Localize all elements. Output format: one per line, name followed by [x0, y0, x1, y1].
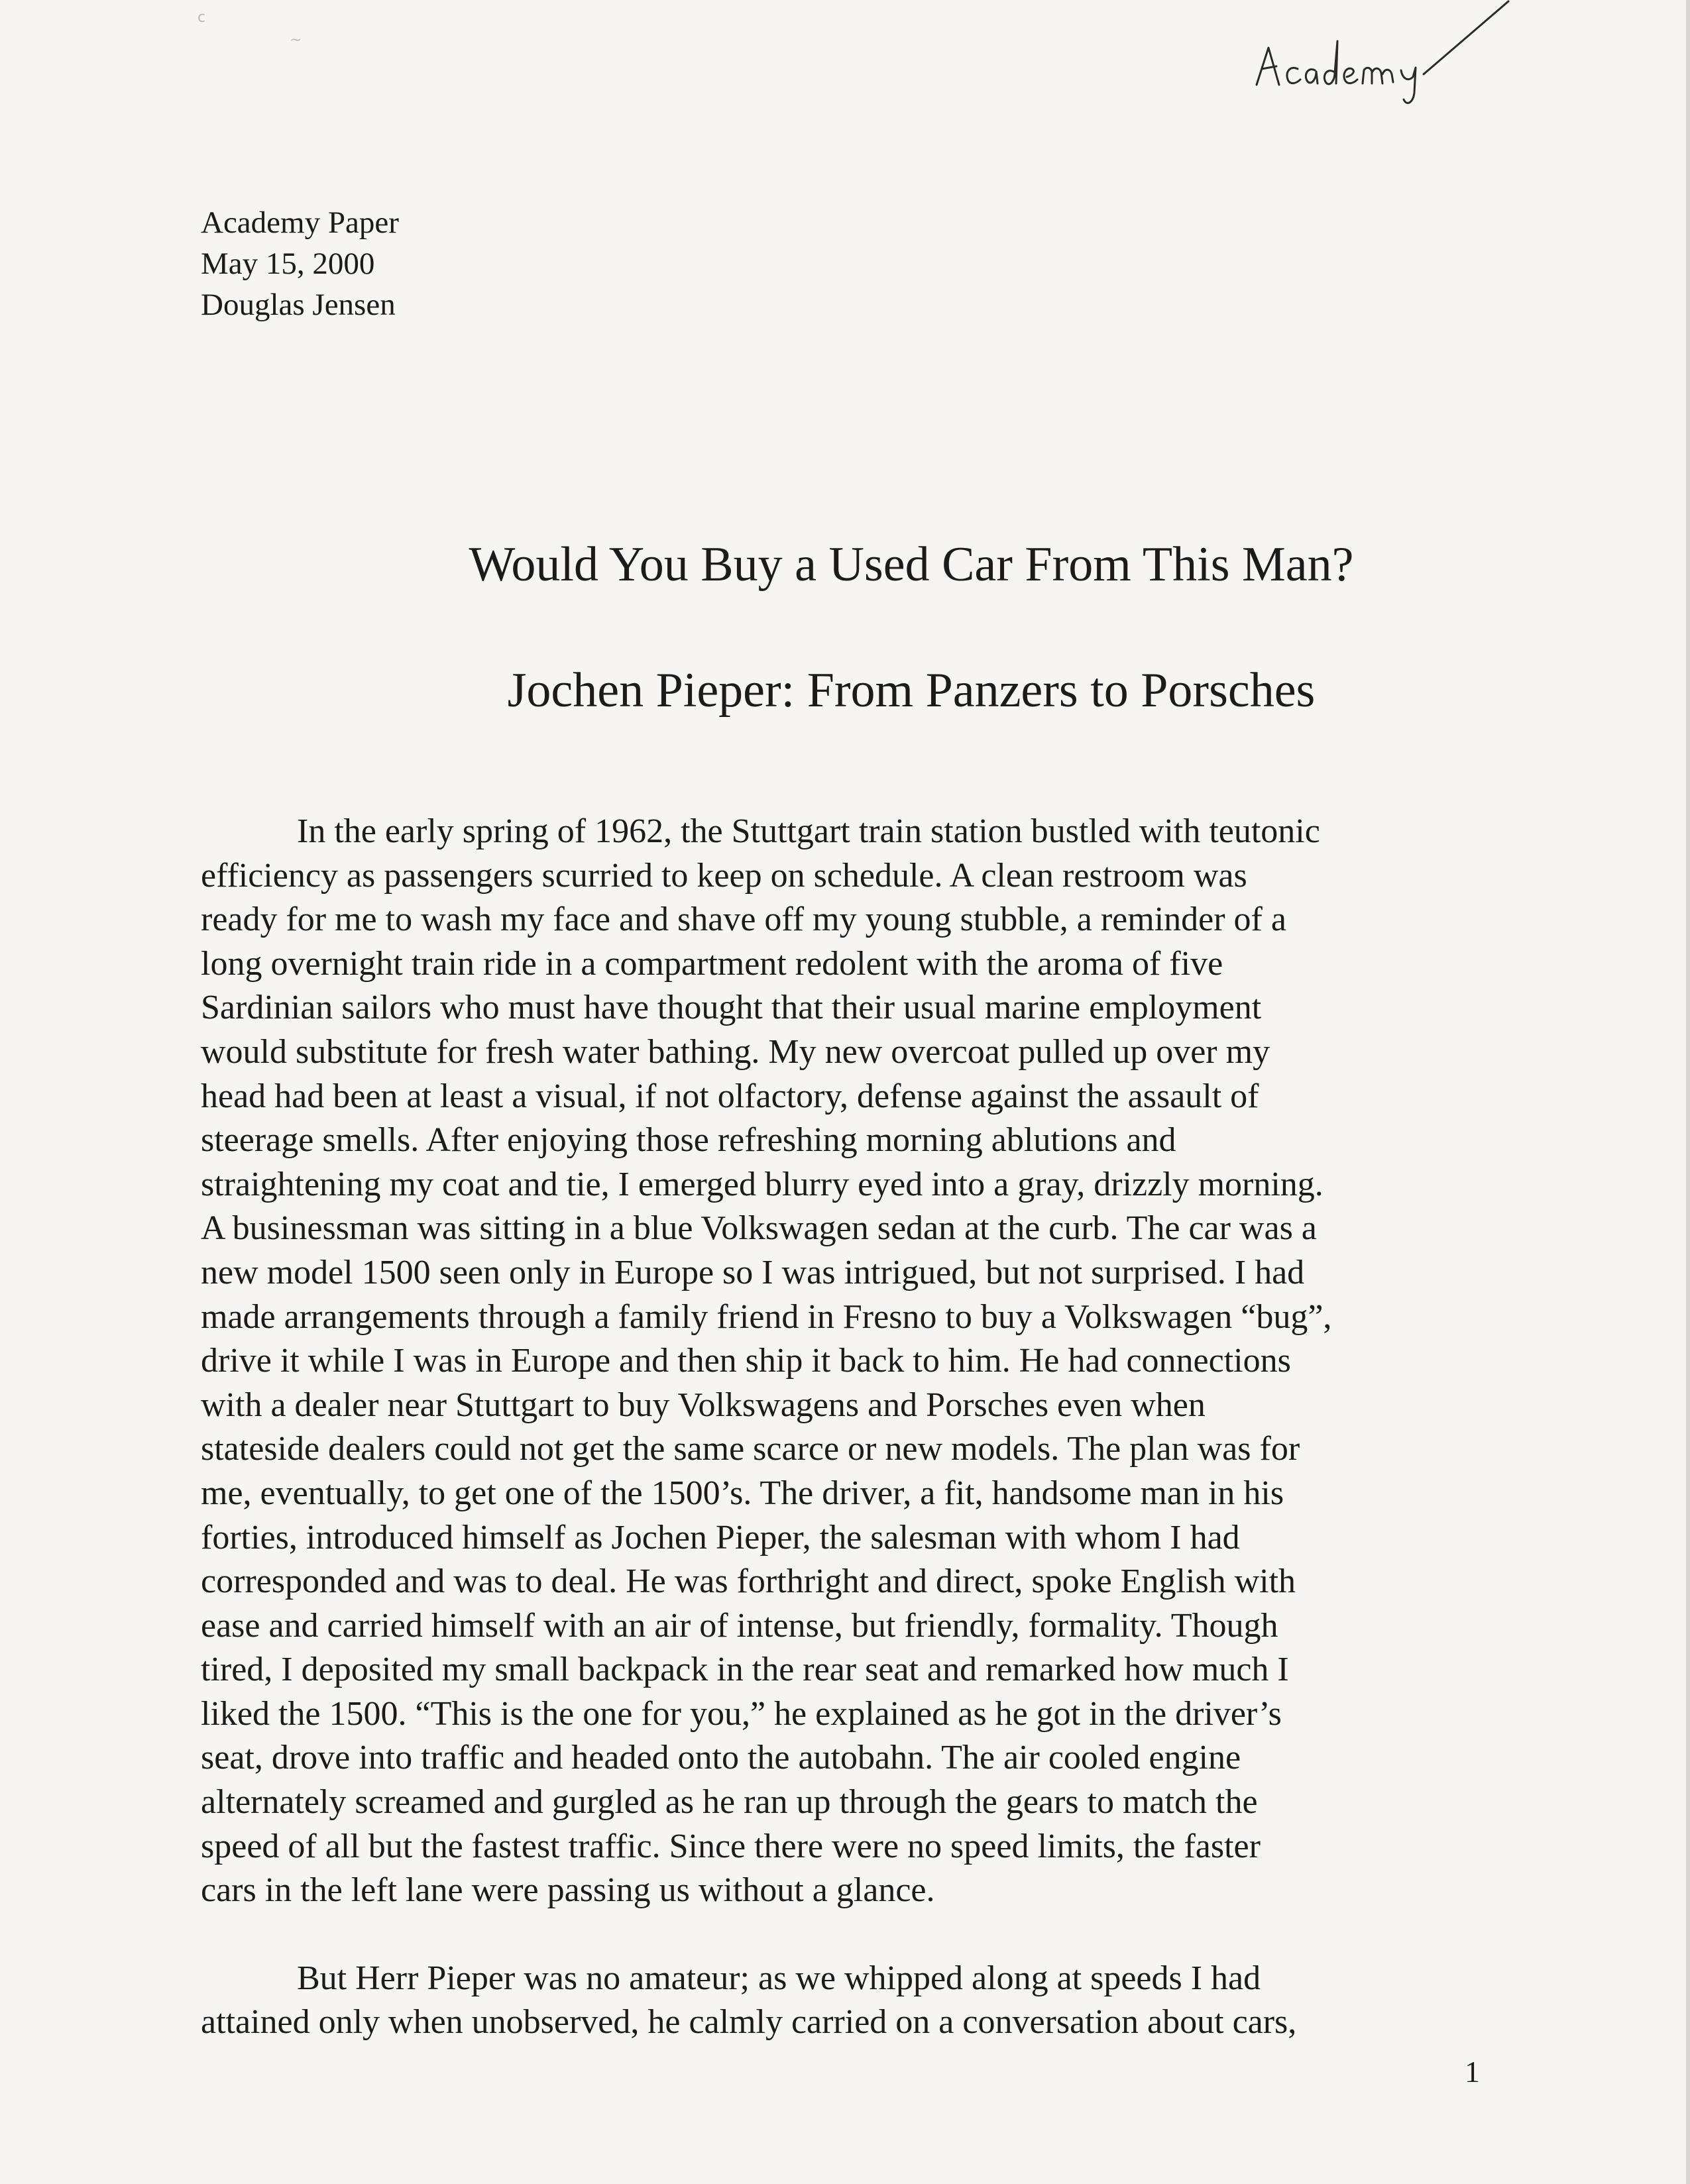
body-line: In the early spring of 1962, the Stuttgart train station bustled with teutonic: [297, 812, 1320, 850]
body-line: with a dealer near Stuttgart to buy Volkswagens and Porsches even when: [201, 1386, 1206, 1424]
body-text: [201, 810, 1467, 2045]
body-line: drive it while I was in Europe and then ship it back to him. He had connections: [201, 1342, 1291, 1380]
scan-artifact-mark: c: [197, 9, 206, 26]
body-line: liked the 1500. “This is the one for you,” he explained as he got in the driver’s: [201, 1694, 1282, 1733]
body-line: long overnight train ride in a compartment redolent with the aroma of five: [201, 944, 1223, 983]
handwritten-annotation: [1246, 0, 1511, 133]
body-line: speed of all but the fastest traffic. Since there were no speed limits, the faster: [201, 1827, 1261, 1865]
subtitle-text: Jochen Pieper: From Panzers to Porsches: [507, 663, 1316, 718]
paragraph-spacer: [201, 1913, 1467, 1957]
body-line: me, eventually, to get one of the 1500’s. The driver, a fit, handsome man in his: [201, 1474, 1284, 1512]
page-number: 1: [1465, 2055, 1480, 2089]
paragraph-2: [201, 1957, 1467, 2045]
subtitle: [0, 663, 1690, 719]
body-line: straightening my coat and tie, I emerged blurry eyed into a gray, drizzly morning.: [201, 1165, 1324, 1203]
body-line: tired, I deposited my small backpack in the rear seat and remarked how much I: [201, 1651, 1289, 1689]
body-line: made arrangements through a family friend in Fresno to buy a Volkswagen “bug”,: [201, 1297, 1332, 1336]
header-line-paper-type: Academy Paper: [201, 205, 399, 240]
body-line: steerage smells. After enjoying those refreshing morning ablutions and: [201, 1121, 1176, 1160]
body-line: stateside dealers could not get the same scarce or new models. The plan was for: [201, 1430, 1300, 1468]
handwritten-academy-scribble: [1246, 0, 1511, 133]
header-line-date: May 15, 2000: [201, 246, 375, 281]
body-line: Sardinian sailors who must have thought that their usual marine employment: [201, 989, 1262, 1027]
body-line: new model 1500 seen only in Europe so I was intrigued, but not surprised. I had: [201, 1253, 1305, 1291]
body-line: ready for me to wash my face and shave off my young stubble, a reminder of a: [201, 901, 1286, 939]
body-line: efficiency as passengers scurried to keep on schedule. A clean restroom was: [201, 856, 1247, 895]
body-line: would substitute for fresh water bathing. My new overcoat pulled up over my: [201, 1032, 1270, 1071]
header-line-author: Douglas Jensen: [201, 288, 396, 322]
main-title-text: Would You Buy a Used Car From This Man?: [469, 537, 1354, 592]
body-line: But Herr Pieper was no amateur; as we whipped along at speeds I had: [297, 1959, 1261, 1997]
body-line: forties, introduced himself as Jochen Pieper, the salesman with whom I had: [201, 1518, 1240, 1556]
body-line: ease and carried himself with an air of intense, but friendly, formality. Though: [201, 1606, 1278, 1645]
body-line: alternately screamed and gurgled as he ran up through the gears to match the: [201, 1783, 1258, 1822]
body-line: corresponded and was to deal. He was forthright and direct, spoke English with: [201, 1562, 1296, 1601]
paragraph-1: [201, 810, 1467, 1913]
scan-page-edge: [1686, 0, 1690, 2184]
body-line: seat, drove into traffic and headed onto the autobahn. The air cooled engine: [201, 1739, 1241, 1777]
scan-artifact-mark: ∼: [290, 32, 302, 48]
main-title: [0, 537, 1690, 593]
body-line: head had been at least a visual, if not olfactory, defense against the assault of: [201, 1077, 1259, 1115]
body-line: attained only when unobserved, he calmly carried on a conversation about cars,: [201, 2003, 1297, 2042]
body-line: cars in the left lane were passing us without a glance.: [201, 1871, 935, 1910]
document-header: [201, 202, 399, 325]
body-line: A businessman was sitting in a blue Volkswagen sedan at the curb. The car was a: [201, 1209, 1317, 1248]
